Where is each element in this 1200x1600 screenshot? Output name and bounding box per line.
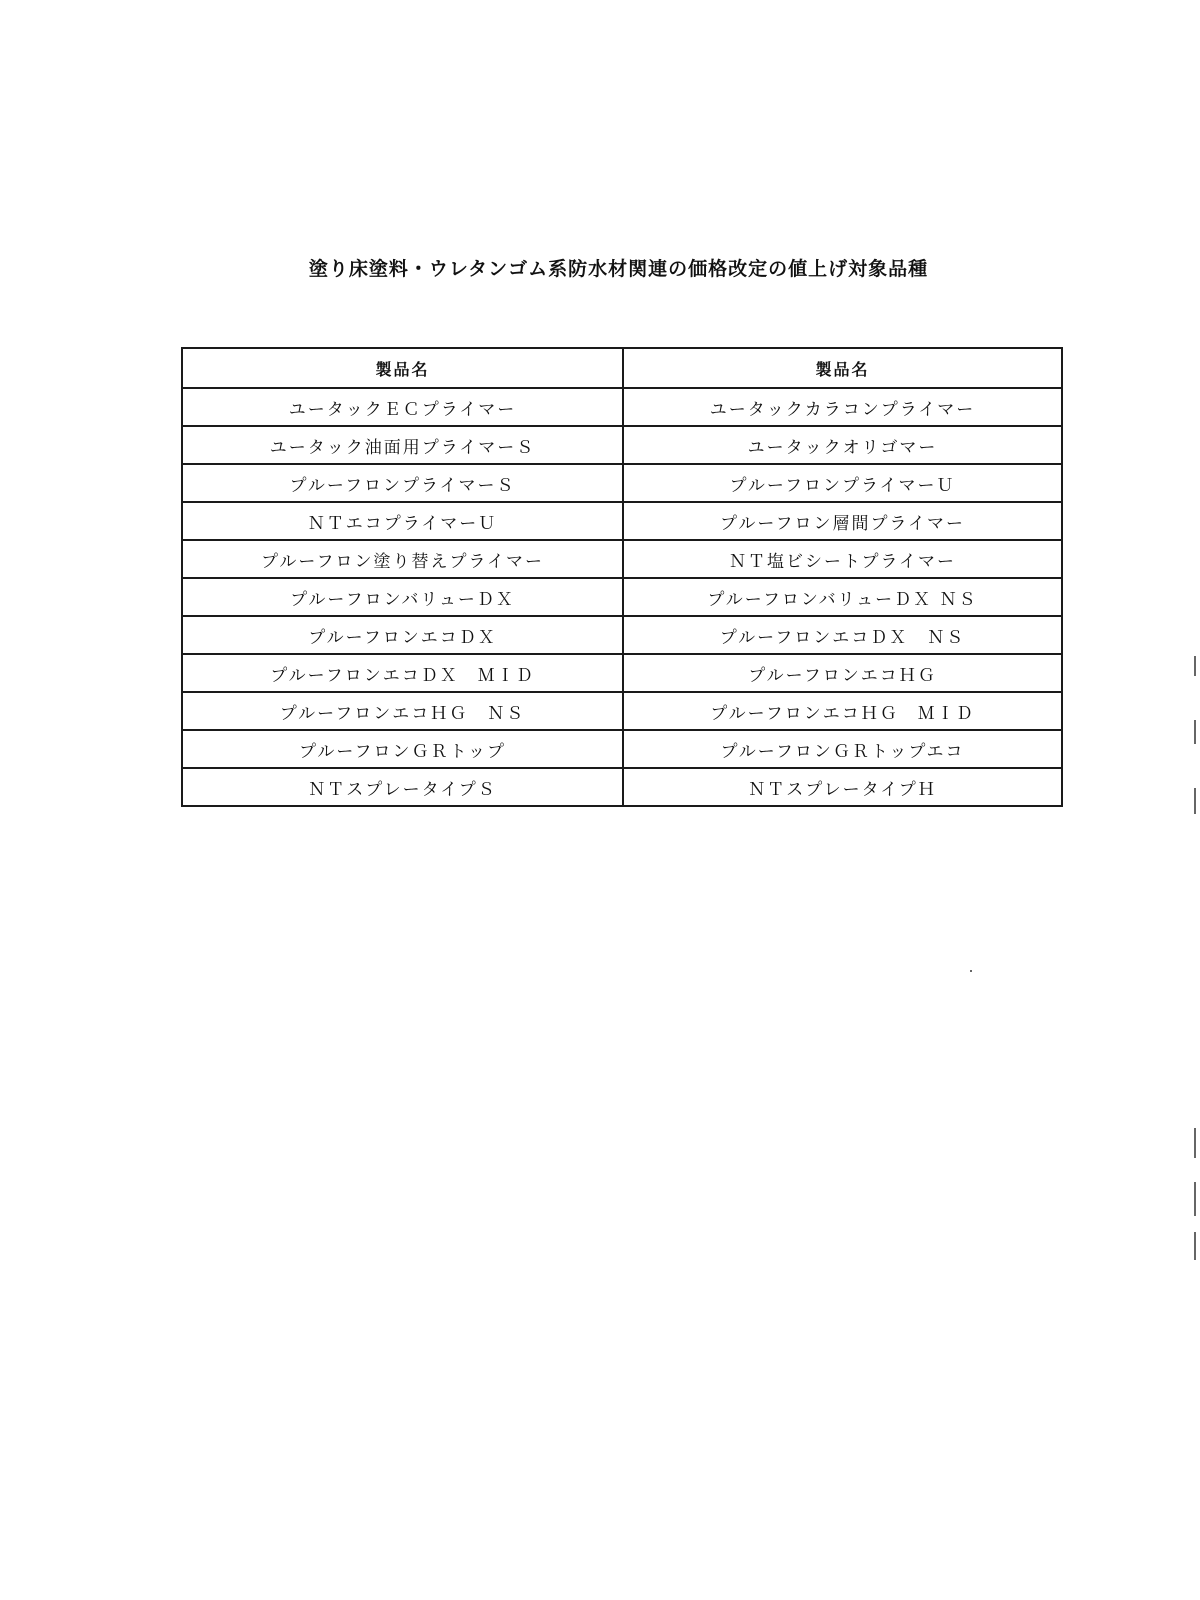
table-cell: プルーフロンエコＤＸ ＭＩＤ	[182, 654, 623, 692]
table-cell: ＮＴエコプライマーＵ	[182, 502, 623, 540]
table-cell: プルーフロンＧＲトップエコ	[623, 730, 1062, 768]
table-cell: ユータック油面用プライマーＳ	[182, 426, 623, 464]
table-row	[182, 578, 1062, 616]
scan-speck	[1194, 1182, 1196, 1216]
table-cell: プルーフロンエコＤＸ	[182, 616, 623, 654]
table-row	[182, 616, 1062, 654]
table-cell: プルーフロンバリューＤＸ	[182, 578, 623, 616]
table-header-row	[182, 348, 1062, 388]
table-row	[182, 388, 1062, 426]
table-row	[182, 730, 1062, 768]
table-cell: プルーフロンプライマーＳ	[182, 464, 623, 502]
table-row	[182, 654, 1062, 692]
table-cell: プルーフロン塗り替えプライマー	[182, 540, 623, 578]
table-row	[182, 502, 1062, 540]
table-cell: プルーフロンエコＨＧ ＭＩＤ	[623, 692, 1062, 730]
column-header-product-name: 製品名	[182, 348, 623, 388]
table-cell: ユータックＥＣプライマー	[182, 388, 623, 426]
table-cell: ＮＴスプレータイプＳ	[182, 768, 623, 806]
table-row	[182, 540, 1062, 578]
table-cell: ＮＴ塩ビシートプライマー	[623, 540, 1062, 578]
table-row	[182, 426, 1062, 464]
table-cell: プルーフロンエコＤＸ ＮＳ	[623, 616, 1062, 654]
scan-speck	[970, 970, 972, 972]
column-header-product-name: 製品名	[623, 348, 1062, 388]
table-cell: プルーフロンエコＨＧ	[623, 654, 1062, 692]
scan-speck	[1194, 1232, 1196, 1260]
scan-speck	[1194, 788, 1196, 814]
product-table	[181, 347, 1063, 807]
table-row	[182, 768, 1062, 806]
table-cell: ユータックオリゴマー	[623, 426, 1062, 464]
table-row	[182, 692, 1062, 730]
table-cell: ユータックカラコンプライマー	[623, 388, 1062, 426]
table-row	[182, 464, 1062, 502]
table-cell: プルーフロンバリューＤＸ ＮＳ	[623, 578, 1062, 616]
scan-speck	[1194, 1128, 1196, 1158]
document-title: 塗り床塗料・ウレタンゴム系防水材関連の価格改定の値上げ対象品種	[308, 258, 929, 280]
table-cell: プルーフロン層間プライマー	[623, 502, 1062, 540]
table-cell: プルーフロンエコＨＧ ＮＳ	[182, 692, 623, 730]
scan-speck	[1194, 656, 1196, 676]
table-cell: ＮＴスプレータイプＨ	[623, 768, 1062, 806]
table-cell: プルーフロンプライマーＵ	[623, 464, 1062, 502]
scan-speck	[1194, 720, 1196, 744]
table-cell: プルーフロンＧＲトップ	[182, 730, 623, 768]
